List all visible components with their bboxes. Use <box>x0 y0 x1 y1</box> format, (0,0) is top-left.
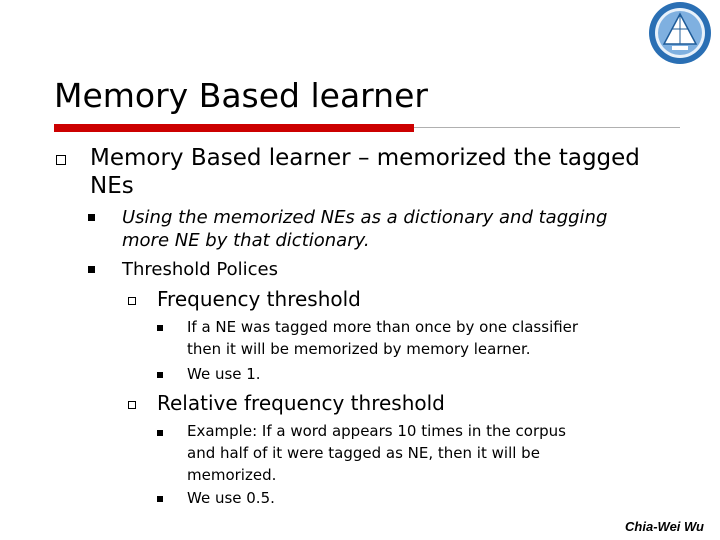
bullet-1-line1: Memory Based learner – memorized the tagged <box>90 145 640 171</box>
bullet-1a-line2: more NE by that dictionary. <box>122 230 370 251</box>
rel-item-2: We use 0.5. <box>187 489 275 507</box>
solid-square-bullet-icon <box>157 496 163 502</box>
rel-item-1-line3: memorized. <box>187 466 277 484</box>
hollow-square-bullet-icon <box>128 401 136 409</box>
freq-item-1-line2: then it will be memorized by memory learner. <box>187 340 531 358</box>
university-seal-icon <box>636 0 720 70</box>
bullet-1a-line1: Using the memorized NEs as a dictionary and tagging <box>122 207 608 228</box>
bullet-1-line2: NEs <box>90 173 134 199</box>
solid-square-bullet-icon <box>157 325 163 331</box>
rel-item-1-line1: Example: If a word appears 10 times in the corpus <box>187 422 566 440</box>
bullet-1b: Threshold Polices <box>122 259 279 280</box>
rel-item-1-line2: and half of it were tagged as NE, then it will be <box>187 444 540 462</box>
slide-title: Memory Based learner <box>54 76 428 115</box>
solid-square-bullet-icon <box>88 214 95 221</box>
title-accent-bar <box>54 124 414 132</box>
hollow-square-bullet-icon <box>56 155 66 165</box>
solid-square-bullet-icon <box>88 266 95 273</box>
freq-item-1-line1: If a NE was tagged more than once by one classifier <box>187 318 579 336</box>
freq-item-2: We use 1. <box>187 365 261 383</box>
title-divider-line <box>414 127 680 128</box>
hollow-square-bullet-icon <box>128 297 136 305</box>
frequency-threshold-heading: Frequency threshold <box>157 287 361 311</box>
solid-square-bullet-icon <box>157 430 163 436</box>
author-footer: Chia-Wei Wu <box>625 519 704 534</box>
solid-square-bullet-icon <box>157 372 163 378</box>
relative-frequency-threshold-heading: Relative frequency threshold <box>157 391 445 415</box>
